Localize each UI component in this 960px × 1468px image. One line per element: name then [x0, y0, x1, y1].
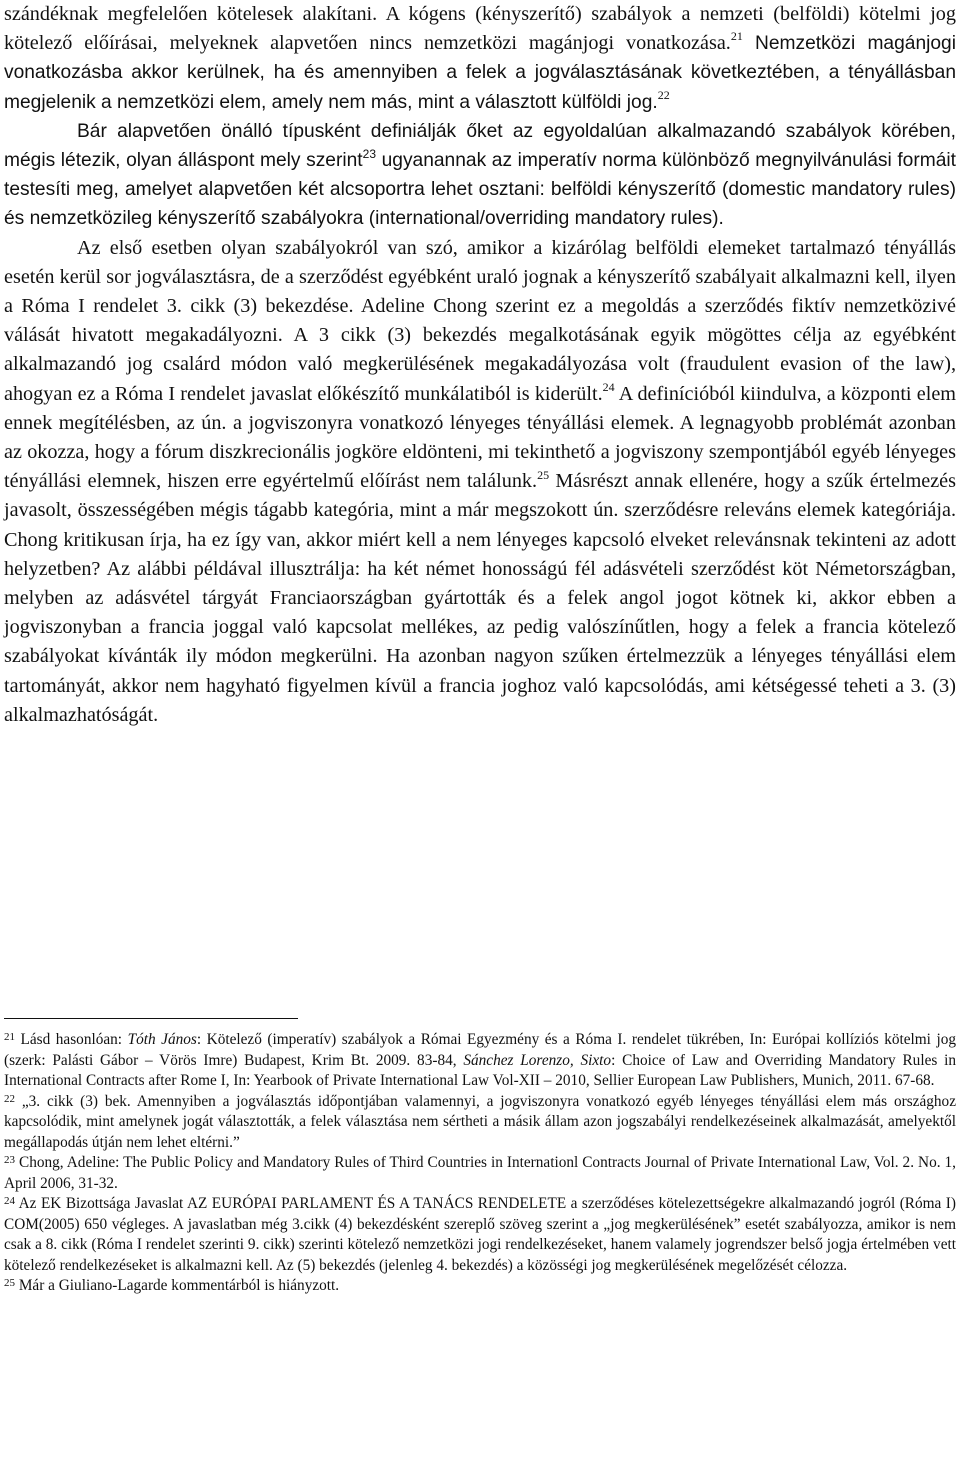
paragraph-3-text-a: Az első esetben olyan szabályokról van szó, amikor a kizárólag belföldi elemeket tartalmazó tényállás esetén kerül sor jogválasztásra, de a szerződést egyébként uraló jognak a kényszerítő szabályait alkalmazni kell, ilyen a Róma I rendelet 3. cikk (3) bekezdése. Adeline Chong szerint ez a megoldás a szerződés fiktív nemzetközivé válását hivatott megakadályozni. A 3 cikk (3) bekezdés megalkotásának egyik mögöttes célja az egyébként alkalmazandó jog csalárd módon való megkerülésének megakadályozása volt (fraudulent evasion of the law), ahogyan ez a Róma I rendelet javaslat előkészítő munkálatiból is kiderült.	[4, 236, 956, 405]
footnote-25	[4, 1276, 956, 1297]
footnote-21	[4, 1030, 956, 1092]
footnote-author: Tóth János	[127, 1031, 197, 1048]
footnote-number: 21	[4, 1031, 15, 1043]
paragraph-3-text-b: A definícióból kiindulva, a központi elem ennek megítélésben, az ún. a jogviszonyra vonatkozó lényeges tényállási elemek. A legnagyobb problémát azonban az okozza, hogy a fórum diszkrecionális jogköre eldönteni, mi tekinthető a jogviszony szempontjából egyéb lényeges tényállási elemnek, hiszen erre egyértelmű előírást nem találunk.	[4, 382, 956, 493]
footnote-ref-22[interactable]: 22	[657, 87, 670, 102]
footnote-number: 22	[4, 1092, 15, 1105]
footnote-text: : Choice of Law and Overriding Mandatory Rules in International Contracts after Rome I, In: Yearbook of Private International Law Vol-XII – 2010, Sellier European Law Publishers, Munich, 2011. 67-68.	[4, 1051, 956, 1089]
footnote-text: Már a Giuliano-Lagarde kommentárból is hiányzott.	[15, 1277, 340, 1294]
footnote-ref-24[interactable]: 24	[602, 379, 615, 394]
footnote-23	[4, 1153, 956, 1194]
footnote-24	[4, 1194, 956, 1276]
footnote-22	[4, 1092, 956, 1154]
paragraph-1-text-b: Nemzetközi magánjogi vonatkozásba akkor kerülnek, ha és amennyiben a felek a jogválasztásának következtében, a tényállásban megjelenik a nemzetközi elem, amely nem más, mint a választott külföldi jog.	[4, 33, 956, 113]
footnote-number: 24	[4, 1195, 15, 1207]
footnote-text: Chong, Adeline: The Public Policy and Mandatory Rules of Third Countries in Internationl Contracts Journal of Private International Law, Vol. 2. No. 1, April 2006, 31-32.	[4, 1154, 956, 1192]
footnote-text: : Kötelező (imperatív) szabályok a Római Egyezmény és a Róma I. rendelet tükrében, In: Európai kollíziós kötelmi jog (szerk: Palásti Gábor – Vörös Imre) Budapest, Krim Bt. 2009. 83-84,	[4, 1031, 957, 1069]
footnote-ref-25[interactable]: 25	[537, 467, 550, 482]
footnote-text: „3. cikk (3) bek. Amennyiben a jogválasztás időpontjában valamennyi, a jogviszonyra vonatkozó egyéb lényeges tényállási elem más országhoz kapcsolódik, mint amelynek jogát választották, a felek választása nem sértheti a másik állam azon jogszabályi rendelkezéseinek alkalmazását, amelyektől megállapodás útján nem lehet eltérni.”	[4, 1092, 956, 1151]
paragraph-2-text-a: Bár alapvetően önálló típusként definiálják őket az egyoldalúan alkalmazandó szabályok körében, mégis létezik, olyan álláspont mely szerint	[4, 120, 956, 172]
body-text	[4, 0, 956, 730]
footnote-text: Az EK Bizottsága Javaslat AZ EURÓPAI PARLAMENT ÉS A TANÁCS RENDELETE a szerződéses kötelezettségekre alkalmazandó jogról (Róma I) COM(2005) 650 végleges. A javaslatban még 3.cikk (4) bekezdésként szereplő szöveg szerint a „jog megkerülésének” esetét szabályozza, amikor is nem csak a 8. cikk (Róma I rendelet szerinti 9. cikk) szerinti kötelező nemzetközi jogi rendelkezéseket, hanem valamely jogrendszer belső jogja értelmében vett kötelező rendelkezéseket is alkalmazni kell. Az (5) bekezdés (jelenleg 4. bekezdés) a közösségi jog megkerülésének megelőzését célozza.	[4, 1195, 956, 1274]
footnote-separator	[4, 1018, 298, 1019]
paragraph-1-text-a: szándéknak megfelelően kötelesek alakítani. A kógens (kényszerítő) szabályok a nemzeti (belföldi) kötelmi jog kötelező előírásai, melyeknek alapvetően nincs nemzetközi magánjogi vonatkozása.	[4, 3, 956, 55]
footnote-ref-23[interactable]: 23	[362, 146, 376, 161]
paragraph-3-text-c: Másrészt annak ellenére, hogy a szűk értelmezés javasolt, összességében mégis tágabb kategória, mint a már megszokott ún. szerződésre releváns elemek kategóriája. Chong kritikusan írja, ha ez így van, akkor miért kell a nem lényeges kapcsoló elveket relevánsnak tekinteni az adott helyzetben? Az alábbi példával illusztrálja: ha két német honosságú fél adásvételi szerződést köt Németországban, melyben az adásvétel tárgyát Franciaországban gyártották és a felek angol jogot kötnek ki, akkor ebben a jogviszonyban a francia joggal való kapcsolat mellékes, az pedig valószínűtlen, hogy a felek a francia kötelező szabályokat kívánták ily módon megkerülni. Ha azonban nagyon szűken értelmezzük a lényeges tényállási elem tartományát, akkor nem hagyható figyelmen kívül a francia joghoz való kapcsolódás, ami kétségessé teheti a 3. (3) alkalmazhatóságát.	[4, 470, 957, 726]
footnote-number: 25	[4, 1277, 15, 1289]
footnote-ref-21[interactable]: 21	[730, 29, 743, 44]
footnote-text: Lásd hasonlóan:	[15, 1031, 128, 1048]
footnote-number: 23	[4, 1154, 15, 1166]
footnotes	[4, 1030, 956, 1297]
footnote-author: Sánchez Lorenzo, Sixto	[463, 1051, 612, 1069]
paragraph-1	[4, 0, 956, 117]
paragraph-2	[4, 117, 956, 234]
paragraph-3	[4, 234, 956, 730]
paragraph-2-text-b: ugyanannak az imperatív norma különböző megnyilvánulási formáit testesíti meg, amelyet alapvetően két alcsoportra lehet osztani: belföldi kényszerítő (domestic mandatory rules) és nemzetközileg kényszerítő szabályokra (international/overriding mandatory rules).	[4, 150, 956, 230]
